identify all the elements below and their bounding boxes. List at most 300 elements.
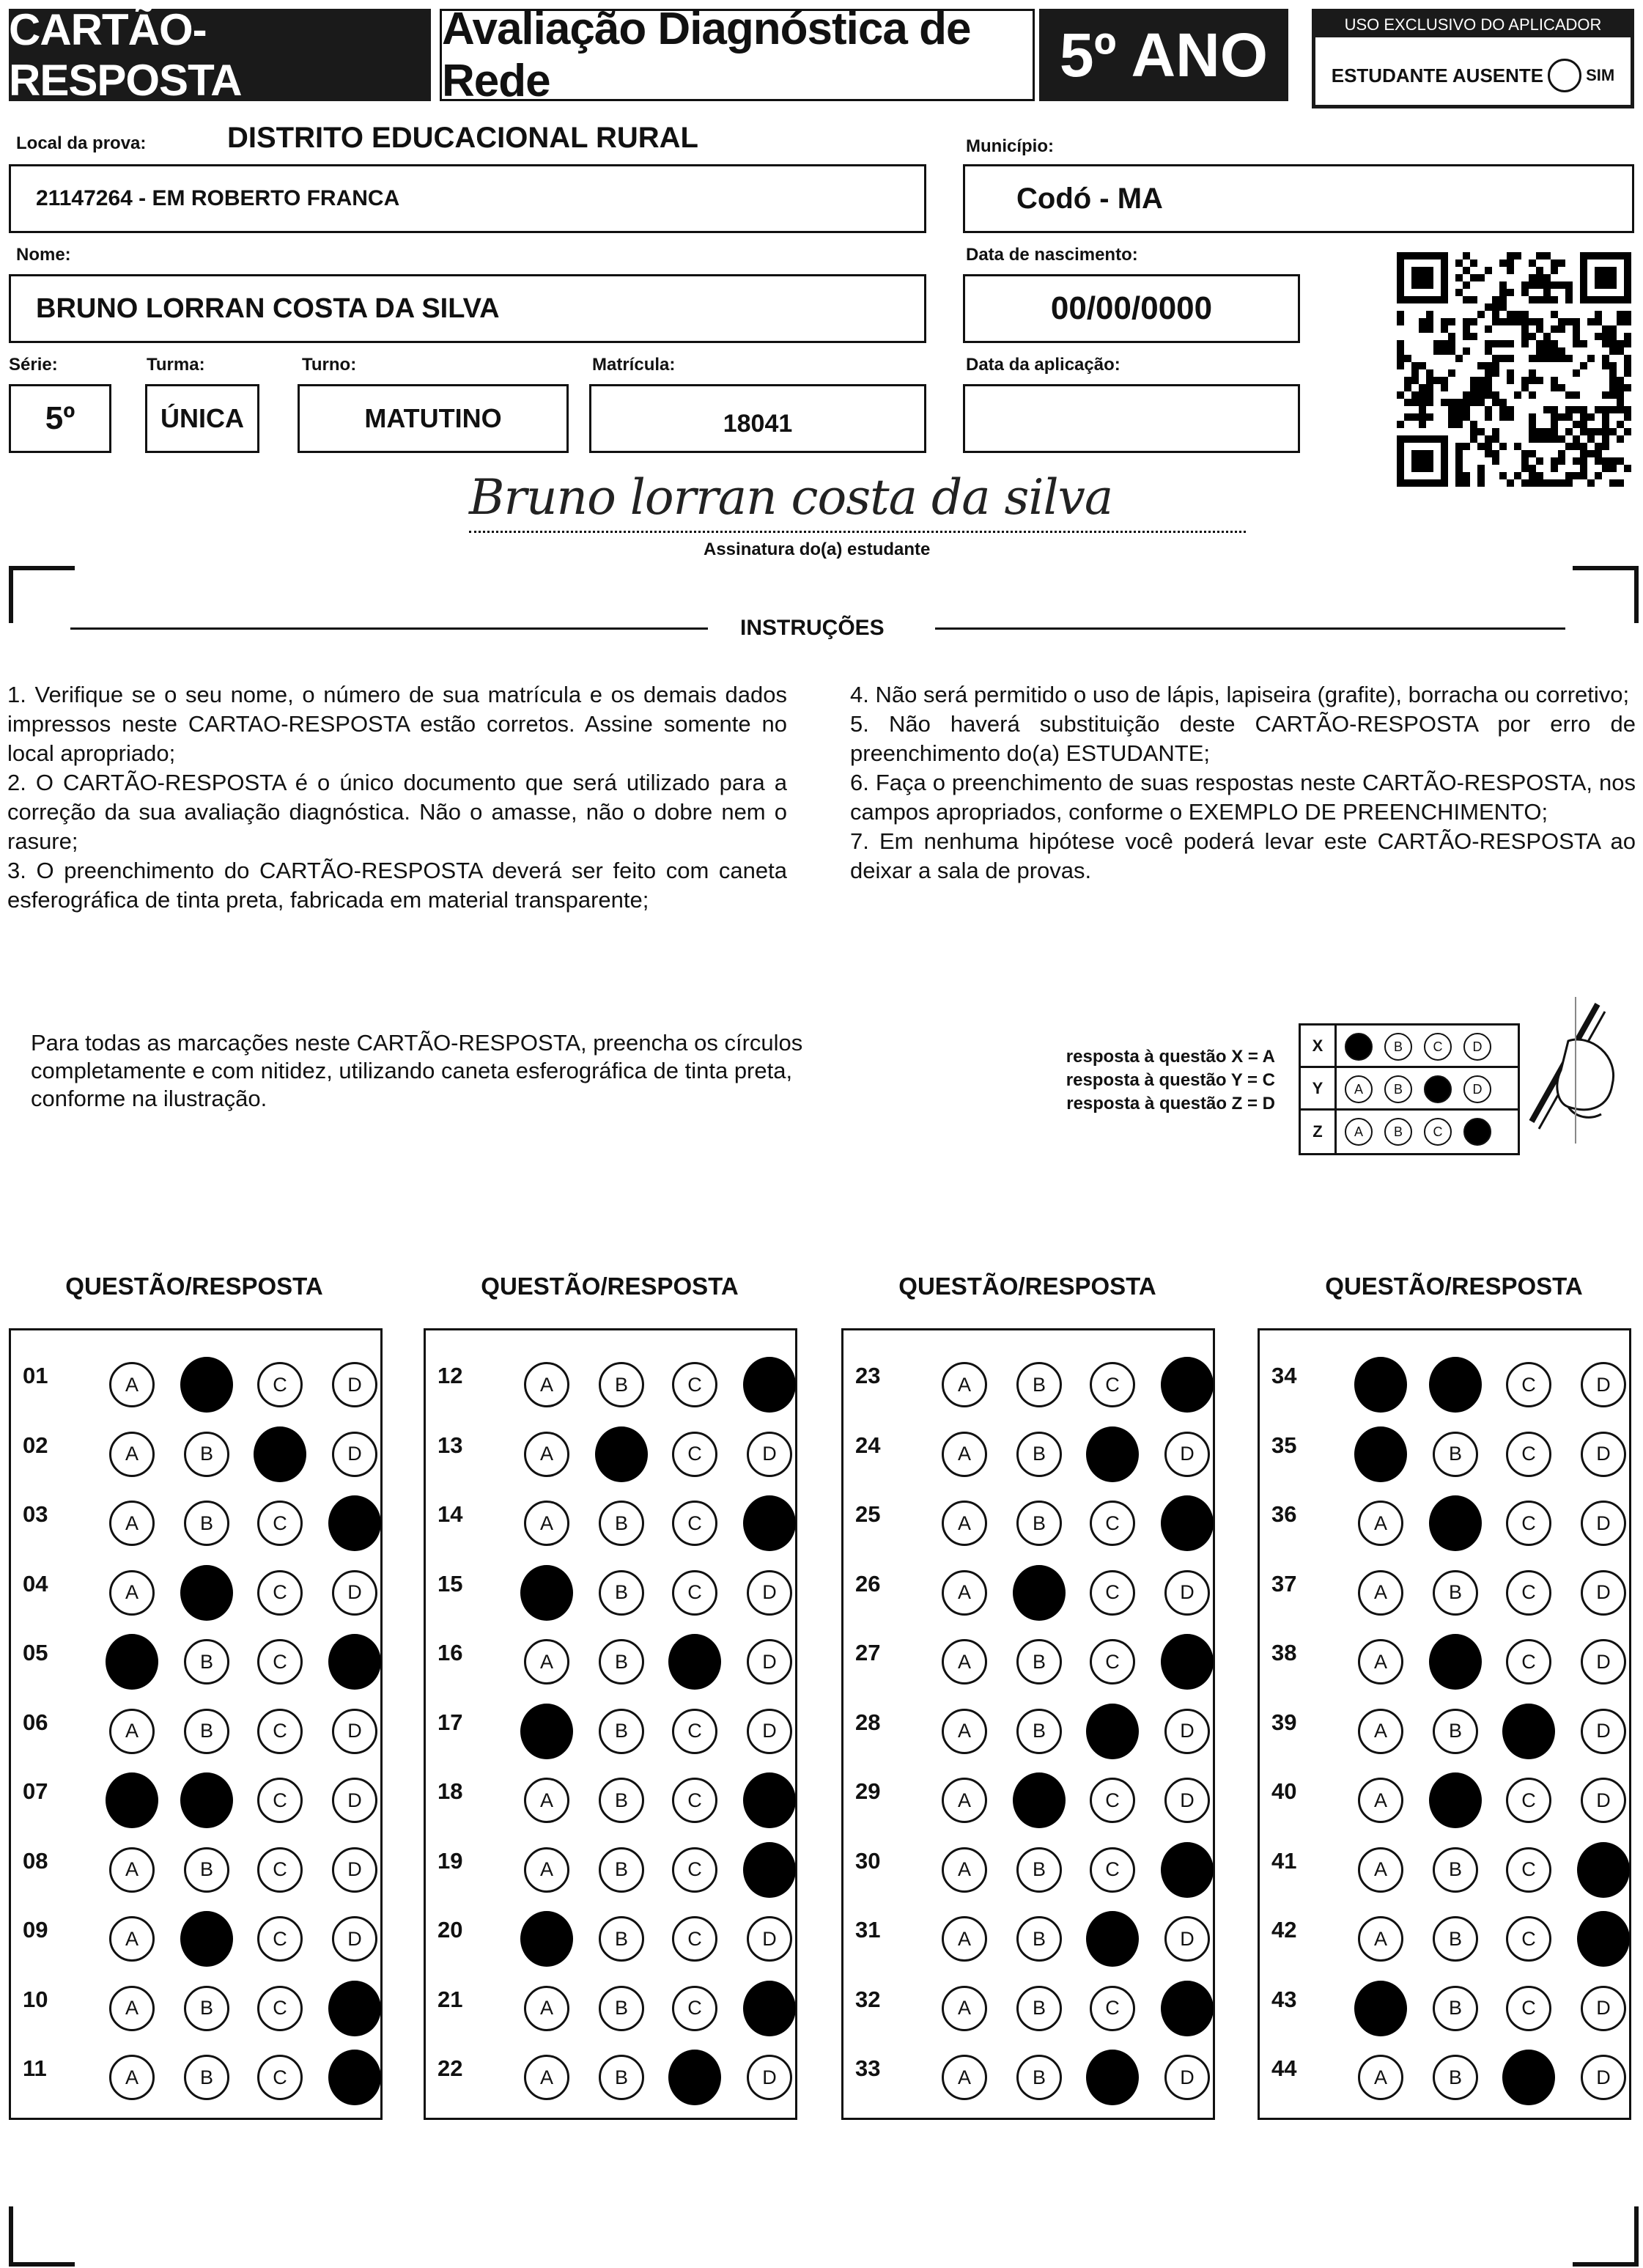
answer-bubble-c[interactable]: C [257,1362,303,1407]
answer-bubble-a[interactable]: A [1358,1778,1403,1823]
answer-bubble-c[interactable] [1086,1704,1139,1759]
answer-bubble-a[interactable]: A [942,1362,987,1407]
answer-bubble-c[interactable]: C [672,1432,717,1477]
answer-bubble-d[interactable]: D [1164,1916,1210,1962]
turma-label: Turma: [147,355,205,375]
answer-bubble-a[interactable] [106,1634,158,1690]
answer-bubble-b[interactable] [180,1357,233,1413]
instructions-right [850,680,1636,886]
answer-bubble-c[interactable]: C [257,1709,303,1754]
serie-value: 5º [45,400,75,436]
answer-bubble-b[interactable]: B [1016,2055,1062,2100]
answer-bubble-d[interactable] [328,1981,381,2036]
answer-bubble-c[interactable]: C [257,2055,303,2100]
example-line: resposta à questão Y = C [1066,1070,1275,1090]
absent-bubble[interactable] [1548,59,1581,92]
question-number: 35 [1271,1432,1297,1458]
answer-bubble-a[interactable]: A [1358,1916,1403,1962]
school-field [9,164,926,233]
question-row [11,1833,380,1892]
answer-bubble-c[interactable]: C [257,1778,303,1823]
answer-bubble-c[interactable] [254,1426,306,1482]
answer-bubble-b[interactable]: B [1433,1847,1478,1893]
applicator-label: USO EXCLUSIVO DO APLICADOR [1315,12,1631,37]
answer-bubble-b[interactable] [1429,1772,1482,1828]
question-number: 22 [437,2055,463,2081]
municipio-value: Codó - MA [1016,182,1163,215]
answer-bubble-a[interactable]: A [1358,1570,1403,1616]
answer-bubble-b[interactable]: B [1016,1501,1062,1546]
question-number: 43 [1271,1986,1297,2012]
answer-bubble-b[interactable]: B [1433,2055,1478,2100]
answer-bubble-a[interactable]: A [1358,1709,1403,1754]
answer-bubble-b[interactable]: B [599,2055,644,2100]
answer-bubble-a[interactable]: A [524,1986,569,2031]
question-number: 41 [1271,1847,1297,1874]
answer-bubble-a[interactable]: A [109,1432,155,1477]
answer-bubble-a[interactable]: A [109,1847,155,1893]
answer-bubble-c[interactable]: C [672,1847,717,1893]
question-row [843,1764,1213,1822]
answer-bubble-a[interactable]: A [524,2055,569,2100]
answer-bubble-b[interactable]: B [1433,1709,1478,1754]
answer-bubble-d[interactable]: D [332,1847,377,1893]
question-number: 19 [437,1847,463,1874]
answer-bubble-b[interactable]: B [599,1916,644,1962]
matricula-value: 18041 [723,409,793,438]
answer-bubble-d[interactable]: D [332,1916,377,1962]
answer-bubble-d[interactable] [743,1357,796,1413]
example-bubble-a [1345,1033,1373,1061]
answer-bubble-d[interactable]: D [1164,1432,1210,1477]
answer-bubble-d[interactable]: D [1581,1570,1626,1616]
answer-bubble-b[interactable] [180,1911,233,1967]
answer-bubble-b[interactable] [180,1565,233,1621]
answer-bubble-a[interactable]: A [1358,1639,1403,1685]
question-row [426,1348,795,1407]
answer-bubble-a[interactable] [520,1911,573,1967]
answer-bubble-d[interactable] [328,1495,381,1551]
answer-bubble-c[interactable]: C [1506,1916,1551,1962]
example-line: resposta à questão Z = D [1066,1094,1275,1113]
answer-bubble-a[interactable] [520,1704,573,1759]
answer-bubble-c[interactable]: C [257,1916,303,1962]
question-number: 16 [437,1640,463,1665]
signature-label: Assinatura do(a) estudante [704,540,931,559]
question-row [1260,1556,1629,1615]
answer-bubble-d[interactable]: D [1581,1362,1626,1407]
corner-mark-top-left [9,566,75,623]
answer-bubble-b[interactable] [1429,1495,1482,1551]
example-bubble-b: B [1384,1033,1412,1061]
serie-label: Série: [9,355,58,375]
question-number: 02 [23,1432,48,1458]
answer-bubble-a[interactable]: A [942,2055,987,2100]
answer-bubble-d[interactable] [1161,1842,1214,1898]
answer-bubble-a[interactable] [520,1565,573,1621]
answer-bubble-d[interactable] [1577,1911,1630,1967]
answer-column [1258,1328,1631,2120]
answer-bubble-b[interactable]: B [184,2055,229,2100]
answer-bubble-c[interactable] [1086,2050,1139,2105]
example-bubble-c: C [1424,1118,1452,1146]
answer-bubble-b[interactable]: B [184,1501,229,1546]
answer-bubble-a[interactable] [1354,1357,1407,1413]
answer-bubble-a[interactable]: A [942,1639,987,1685]
instruction-item: 7. Em nenhuma hipótese você poderá levar este CARTÃO-RESPOSTA ao deixar a sala de provas. [850,828,1636,883]
answer-bubble-a[interactable]: A [109,1362,155,1407]
answer-bubble-a[interactable]: A [942,1847,987,1893]
answer-bubble-d[interactable]: D [747,2055,792,2100]
question-row [426,1833,795,1892]
answer-bubble-a[interactable]: A [942,1570,987,1616]
question-number: 37 [1271,1570,1297,1597]
aplicacao-label: Data da aplicação: [966,355,1120,375]
answer-bubble-a[interactable]: A [109,1916,155,1962]
answer-bubble-d[interactable] [743,1495,796,1551]
answer-bubble-c[interactable]: C [1506,1778,1551,1823]
question-number: 27 [855,1640,881,1665]
answer-bubble-c[interactable]: C [257,1570,303,1616]
answer-bubble-d[interactable]: D [747,1639,792,1685]
answer-bubble-c[interactable]: C [672,1362,717,1407]
answer-bubble-d[interactable]: D [332,1362,377,1407]
corner-mark-bottom-right [1573,2206,1639,2267]
answer-bubble-a[interactable]: A [942,1432,987,1477]
turno-label: Turno: [302,355,357,375]
answer-bubble-a[interactable]: A [1358,2055,1403,2100]
question-number: 04 [23,1570,48,1597]
fill-note: Para todas as marcações neste CARTÃO-RESPOSTA, preencha os círculos completamente e com nitidez, utilizando caneta esferográfica de tinta preta, conforme na ilustração. [31,1030,803,1111]
nome-field [9,274,926,343]
question-row [843,1418,1213,1476]
question-row [1260,1833,1629,1892]
matricula-field [589,384,926,453]
answer-bubble-c[interactable]: C [1090,1778,1135,1823]
question-number: 08 [23,1847,48,1874]
question-row [1260,1972,1629,2030]
answer-bubble-d[interactable] [1161,1634,1214,1690]
answer-bubble-d[interactable] [1161,1495,1214,1551]
turma-value: ÚNICA [160,403,244,433]
answer-bubble-c[interactable]: C [1506,1501,1551,1546]
question-number: 24 [855,1432,881,1458]
answer-bubble-c[interactable] [1086,1426,1139,1482]
answer-bubble-c[interactable]: C [1090,1501,1135,1546]
question-row [11,1902,380,1961]
answer-bubble-c[interactable]: C [672,1709,717,1754]
answer-bubble-a[interactable]: A [942,1709,987,1754]
question-number: 39 [1271,1709,1297,1735]
nome-label: Nome: [16,245,71,265]
aplicacao-field[interactable] [963,384,1300,453]
question-row [843,1902,1213,1961]
answer-bubble-b[interactable]: B [1433,1986,1478,2031]
question-number: 21 [437,1986,463,2012]
answer-bubble-a[interactable]: A [524,1362,569,1407]
answer-bubble-c[interactable]: C [257,1847,303,1893]
answer-bubble-b[interactable]: B [1016,1432,1062,1477]
answer-bubble-b[interactable]: B [1016,1362,1062,1407]
answer-bubble-d[interactable]: D [1164,2055,1210,2100]
nome-value: BRUNO LORRAN COSTA DA SILVA [36,292,500,324]
answer-bubble-a[interactable]: A [109,2055,155,2100]
question-row [843,1625,1213,1684]
question-row [843,1695,1213,1753]
turno-value: MATUTINO [364,403,502,433]
answer-bubble-a[interactable] [1354,1426,1407,1482]
turno-field [298,384,569,453]
answer-bubble-a[interactable]: A [942,1778,987,1823]
example-row-label: Z [1301,1111,1337,1153]
answer-bubble-a[interactable]: A [524,1639,569,1685]
answer-bubble-a[interactable]: A [109,1709,155,1754]
answer-bubble-d[interactable] [743,1842,796,1898]
answer-bubble-d[interactable] [328,1634,381,1690]
answer-bubble-d[interactable] [1161,1981,1214,2036]
question-number: 01 [23,1363,48,1388]
matricula-label: Matrícula: [592,355,676,375]
corner-mark-bottom-left [9,2206,75,2267]
answer-bubble-d[interactable]: D [1581,1778,1626,1823]
answer-bubble-d[interactable]: D [1164,1570,1210,1616]
question-row [843,1556,1213,1615]
answer-bubble-b[interactable]: B [1433,1432,1478,1477]
answer-bubble-a[interactable]: A [109,1986,155,2031]
question-number: 17 [437,1709,463,1735]
answer-bubble-b[interactable]: B [599,1362,644,1407]
answer-bubble-b[interactable]: B [599,1778,644,1823]
answer-bubble-d[interactable]: D [1581,1432,1626,1477]
question-row [1260,1764,1629,1822]
answer-bubble-b[interactable]: B [1016,1847,1062,1893]
answer-bubble-d[interactable]: D [1164,1709,1210,1754]
question-number: 32 [855,1986,881,2012]
answer-bubble-d[interactable]: D [332,1570,377,1616]
answer-bubble-d[interactable] [743,1981,796,2036]
card-title: CARTÃO-RESPOSTA [9,9,431,101]
answer-bubble-a[interactable]: A [942,1916,987,1962]
answer-bubble-c[interactable] [668,2050,721,2105]
answer-bubble-d[interactable]: D [1581,2055,1626,2100]
qr-code [1397,252,1631,487]
divider-right [935,627,1565,630]
answer-bubble-a[interactable] [106,1772,158,1828]
answer-bubble-a[interactable]: A [1358,1847,1403,1893]
answer-bubble-b[interactable]: B [1433,1916,1478,1962]
answer-bubble-b[interactable]: B [599,1639,644,1685]
question-number: 42 [1271,1917,1297,1943]
answer-column [841,1328,1215,2120]
answer-bubble-b[interactable]: B [599,1986,644,2031]
answer-bubble-b[interactable]: B [1016,1639,1062,1685]
exam-title: Avaliação Diagnóstica de Rede [440,9,1035,101]
answer-bubble-c[interactable]: C [1506,1362,1551,1407]
answer-bubble-d[interactable]: D [747,1570,792,1616]
question-number: 11 [23,2055,47,2081]
answer-bubble-b[interactable]: B [599,1501,644,1546]
column-title: QUESTÃO/RESPOSTA [898,1273,1156,1300]
answer-bubble-c[interactable]: C [672,1570,717,1616]
answer-bubble-a[interactable]: A [1358,1501,1403,1546]
absent-label: ESTUDANTE AUSENTE [1331,64,1544,86]
answer-bubble-a[interactable]: A [109,1570,155,1616]
answer-bubble-c[interactable] [1502,2050,1555,2105]
nascimento-field [963,274,1300,343]
instruction-item: 6. Faça o preenchimento de suas respostas neste CARTÃO-RESPOSTA, nos campos apropriados, conforme o EXEMPLO DE PREENCHIMENTO; [850,770,1636,825]
answer-column [424,1328,797,2120]
question-number: 14 [437,1501,463,1527]
question-row [11,2041,380,2099]
answer-bubble-a[interactable]: A [942,1986,987,2031]
answer-bubble-d[interactable]: D [747,1432,792,1477]
local-label: Local da prova: [16,133,147,153]
question-row [1260,1348,1629,1407]
answer-bubble-b[interactable]: B [1433,1570,1478,1616]
answer-bubble-c[interactable]: C [672,1986,717,2031]
answer-bubble-c[interactable]: C [1506,1639,1551,1685]
answer-bubble-a[interactable] [1354,1981,1407,2036]
answer-bubble-b[interactable]: B [599,1709,644,1754]
answer-bubble-b[interactable] [595,1426,648,1482]
answer-bubble-c[interactable]: C [1090,1362,1135,1407]
answer-bubble-a[interactable]: A [524,1501,569,1546]
serie-field [9,384,111,453]
answer-bubble-b[interactable]: B [1016,1916,1062,1962]
answer-bubble-d[interactable] [328,2050,381,2105]
applicator-box [1312,9,1634,108]
answer-bubble-b[interactable] [1429,1357,1482,1413]
question-number: 31 [855,1917,881,1943]
question-row [11,1625,380,1684]
answer-bubble-a[interactable]: A [524,1847,569,1893]
question-number: 34 [1271,1363,1297,1388]
answer-bubble-d[interactable]: D [1581,1986,1626,2031]
signature-line [469,531,1246,533]
answer-bubble-c[interactable]: C [1506,1847,1551,1893]
answer-bubble-a[interactable]: A [942,1501,987,1546]
instruction-item: 5. Não haverá substituição deste CARTÃO-RESPOSTA por erro de preenchimento do(a) ESTUDANTE; [850,711,1636,766]
answer-bubble-b[interactable]: B [184,1639,229,1685]
question-row [11,1764,380,1822]
nascimento-value: 00/00/0000 [1050,290,1213,326]
answer-bubble-c[interactable]: C [672,1916,717,1962]
question-number: 07 [23,1778,48,1804]
question-number: 38 [1271,1640,1297,1665]
answer-bubble-a[interactable]: A [524,1432,569,1477]
pen-hand-icon [1480,997,1627,1144]
question-row [1260,1695,1629,1753]
question-number: 40 [1271,1778,1297,1804]
answer-bubble-d[interactable]: D [747,1916,792,1962]
answer-bubble-a[interactable]: A [524,1778,569,1823]
answer-bubble-c[interactable]: C [672,1501,717,1546]
answer-bubble-d[interactable]: D [332,1778,377,1823]
example-bubble-b: B [1384,1118,1412,1146]
answer-bubble-d[interactable]: D [1581,1709,1626,1754]
answer-bubble-c[interactable]: C [1090,1986,1135,2031]
answer-bubble-b[interactable]: B [599,1570,644,1616]
answer-bubble-c[interactable]: C [257,1501,303,1546]
question-row [426,1418,795,1476]
answer-bubble-d[interactable]: D [747,1709,792,1754]
question-row [843,1833,1213,1892]
question-row [1260,2041,1629,2099]
answer-bubble-b[interactable]: B [184,1847,229,1893]
question-number: 44 [1271,2055,1297,2081]
answer-bubble-d[interactable]: D [332,1709,377,1754]
answer-bubble-d[interactable] [743,1772,796,1828]
column-title: QUESTÃO/RESPOSTA [65,1273,323,1300]
answer-bubble-b[interactable]: B [1016,1709,1062,1754]
answer-bubble-b[interactable]: B [1016,1986,1062,2031]
question-row [843,1348,1213,1407]
school-value: 21147264 - EM ROBERTO FRANCA [36,186,400,210]
instruction-item: 4. Não será permitido o uso de lápis, lapiseira (grafite), borracha ou corretivo; [850,682,1630,707]
answer-bubble-b[interactable] [180,1772,233,1828]
answer-bubble-c[interactable]: C [1506,1570,1551,1616]
answer-bubble-b[interactable]: B [184,1709,229,1754]
example-bubble-d: D [1463,1075,1491,1103]
answer-bubble-c[interactable]: C [1506,1432,1551,1477]
answer-bubble-b[interactable]: B [184,1432,229,1477]
question-row [426,1487,795,1545]
question-number: 18 [437,1778,463,1804]
answer-bubble-b[interactable]: B [599,1847,644,1893]
question-number: 29 [855,1778,881,1804]
question-row [426,1695,795,1753]
question-row [11,1418,380,1476]
answer-bubble-b[interactable] [1429,1634,1482,1690]
answer-bubble-c[interactable] [1086,1911,1139,1967]
answer-bubble-c[interactable]: C [257,1986,303,2031]
answer-bubble-d[interactable]: D [1581,1639,1626,1685]
signature: Bruno lorran costa da silva [469,469,1113,526]
answer-bubble-b[interactable] [1013,1772,1066,1828]
answer-bubble-b[interactable]: B [184,1986,229,2031]
answer-bubble-c[interactable]: C [257,1639,303,1685]
example-bubble-a: A [1345,1118,1373,1146]
answer-bubble-c[interactable]: C [1090,1847,1135,1893]
divider-left [70,627,708,630]
example-legend [1004,1045,1275,1116]
answer-bubble-c[interactable]: C [1090,1570,1135,1616]
answer-bubble-d[interactable]: D [1581,1501,1626,1546]
answer-bubble-c[interactable]: C [1090,1639,1135,1685]
question-number: 03 [23,1501,48,1527]
nascimento-label: Data de nascimento: [966,245,1138,265]
answer-bubble-c[interactable] [668,1634,721,1690]
answer-bubble-a[interactable]: A [109,1501,155,1546]
question-row [426,1902,795,1961]
question-row [11,1556,380,1615]
question-row [843,2041,1213,2099]
answer-bubble-d[interactable] [1577,1842,1630,1898]
answer-bubble-c[interactable]: C [1506,1986,1551,2031]
question-number: 05 [23,1640,48,1665]
answer-bubble-c[interactable] [1502,1704,1555,1759]
answer-bubble-d[interactable] [1161,1357,1214,1413]
answer-bubble-c[interactable]: C [672,1778,717,1823]
answer-bubble-d[interactable]: D [332,1432,377,1477]
instructions-left [7,680,787,915]
question-row [11,1695,380,1753]
answer-bubble-b[interactable] [1013,1565,1066,1621]
answer-bubble-d[interactable]: D [1164,1778,1210,1823]
question-number: 06 [23,1709,48,1735]
question-row [843,1487,1213,1545]
example-line: resposta à questão X = A [1066,1047,1275,1067]
